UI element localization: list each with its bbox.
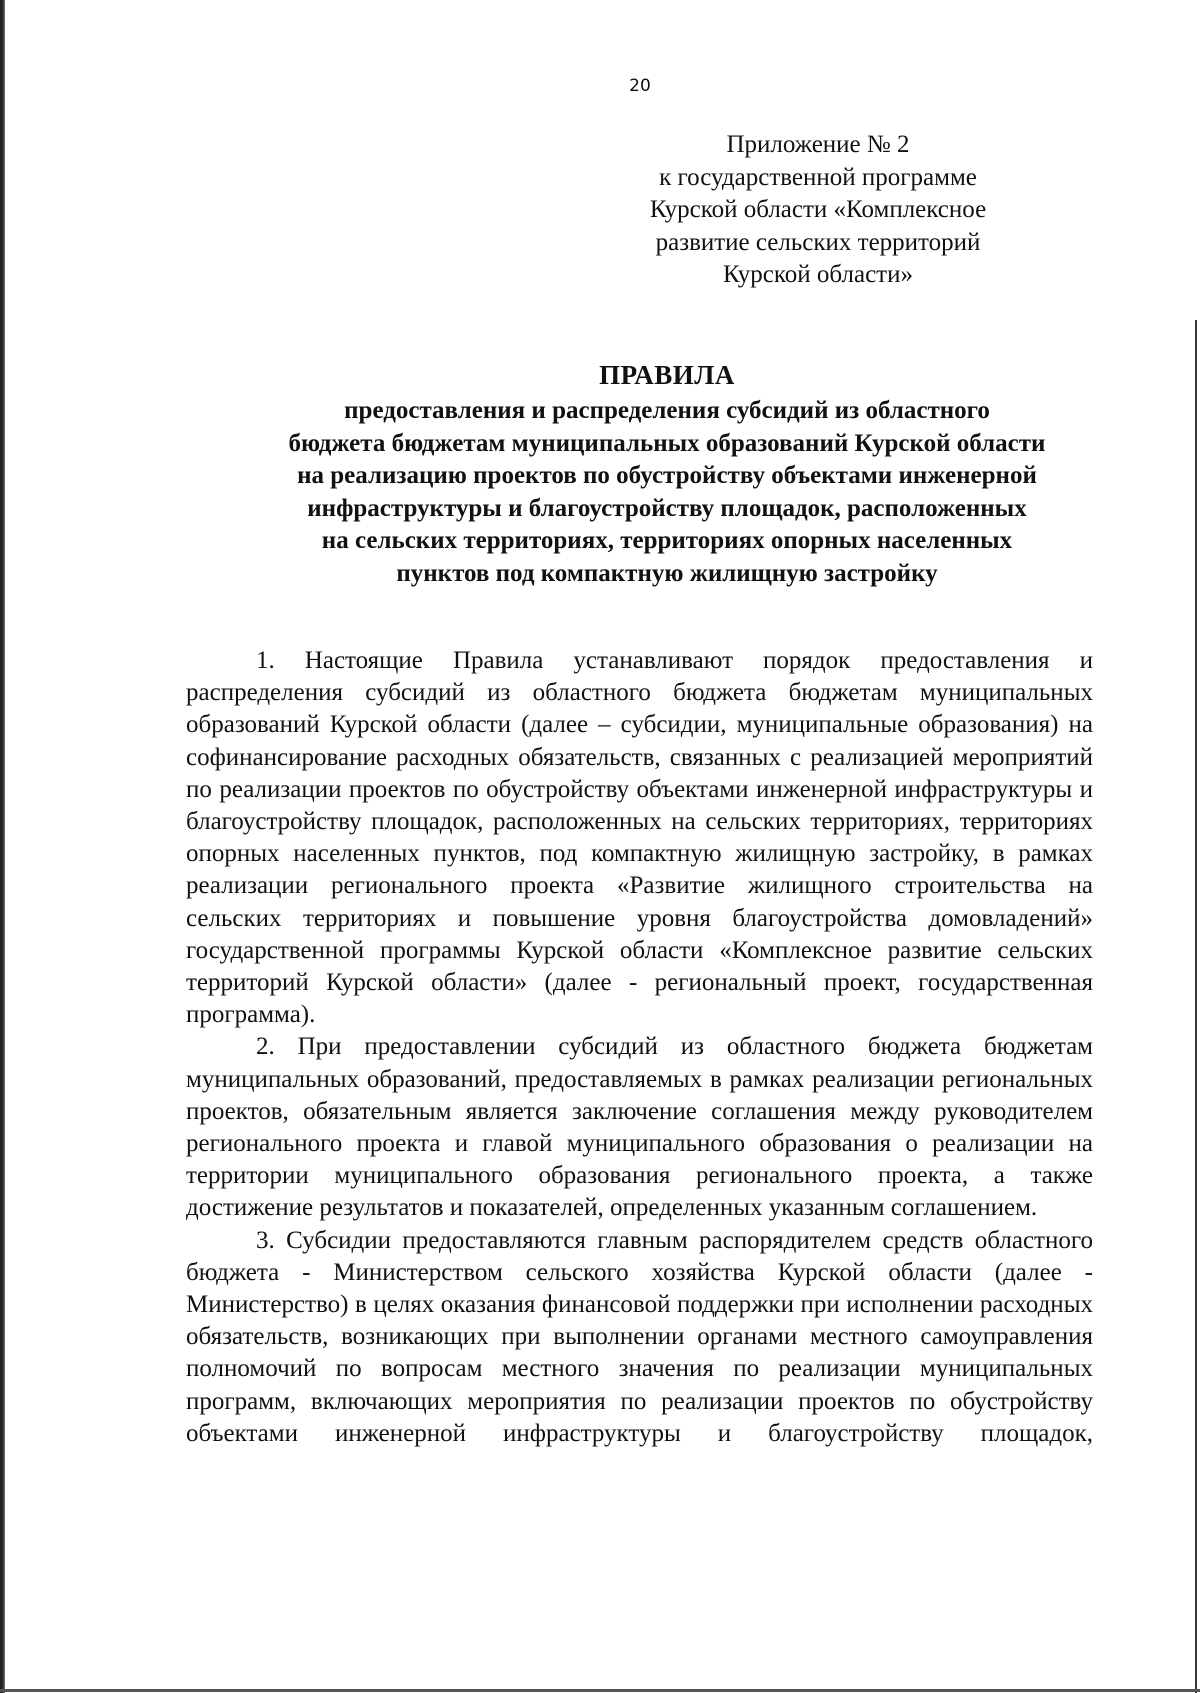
document-subtitle — [180, 395, 1154, 590]
document-title: ПРАВИЛА — [599, 360, 735, 390]
document-body — [186, 645, 1093, 1450]
scan-edge-bottom — [0, 1689, 1200, 1692]
scan-edge-right — [1195, 320, 1197, 1693]
subtitle-line: на реализацию проектов по обустройству объектами инженерной — [297, 462, 1037, 489]
appendix-line: к государственной программе — [659, 163, 977, 191]
appendix-line: Курской области «Комплексное — [649, 196, 987, 223]
appendix-block — [628, 129, 1008, 292]
paragraph-2: 2. При предоставлении субсидий из областного бюджета бюджетам муниципальных образований, предоставляемых в рамках реализации региональных проектов, обязательным является заключение соглашения между руководителем регионального проекта и главой муниципального образования о реализации на территории муниципального образования регионального проекта, а также достижение результатов и показателей, определенных указанным соглашением. — [186, 1033, 1093, 1222]
title-block — [180, 357, 1154, 590]
subtitle-line: бюджета бюджетам муниципальных образований Курской области — [288, 429, 1046, 457]
scan-edge-left — [0, 0, 5, 1693]
appendix-line: Приложение № 2 — [726, 131, 910, 158]
page-number: 20 — [629, 76, 651, 96]
subtitle-line: пунктов под компактную жилищную застройку — [396, 559, 938, 587]
subtitle-line: на сельских территориях, территориях опорных населенных — [321, 527, 1013, 554]
subtitle-line: инфраструктуры и благоустройству площадок, расположенных — [307, 494, 1027, 522]
subtitle-line: предоставления и распределения субсидий из областного — [344, 397, 990, 424]
appendix-line: развитие сельских территорий — [655, 228, 981, 256]
paragraph-3: 3. Субсидии предоставляются главным распорядителем средств областного бюджета - Министерством сельского хозяйства Курской области (далее - Министерство) в целях оказания финансовой поддержки при исполнении расходных обязательств, возникающих при выполнении органами местного самоуправления полномочий по вопросам местного значения по реализации муниципальных программ, включающих мероприятия по реализации проектов по обустройству объектами инженерной инфраструктуры и благоустройству площадок, — [186, 1226, 1093, 1447]
appendix-line: Курской области» — [723, 261, 913, 288]
paragraph-1: 1. Настоящие Правила устанавливают порядок предоставления и распределения субсидий из областного бюджета бюджетам муниципальных образований Курской области (далее – субсидии, муниципальные образования) на софинансирование расходных обязательств, связанных с реализацией мероприятий по реализации проектов по обустройству объектами инженерной инфраструктуры и благоустройству площадок, расположенных на сельских территориях, территориях опорных населенных пунктов, под компактную жилищную застройку, в рамках реализации регионального проекта «Развитие жилищного строительства на сельских территориях и повышение уровня благоустройства домовладений» государственной программы Курской области «Комплексное развитие сельских территорий Курской области» (далее - региональный проект, государственная программа). — [186, 647, 1093, 1029]
